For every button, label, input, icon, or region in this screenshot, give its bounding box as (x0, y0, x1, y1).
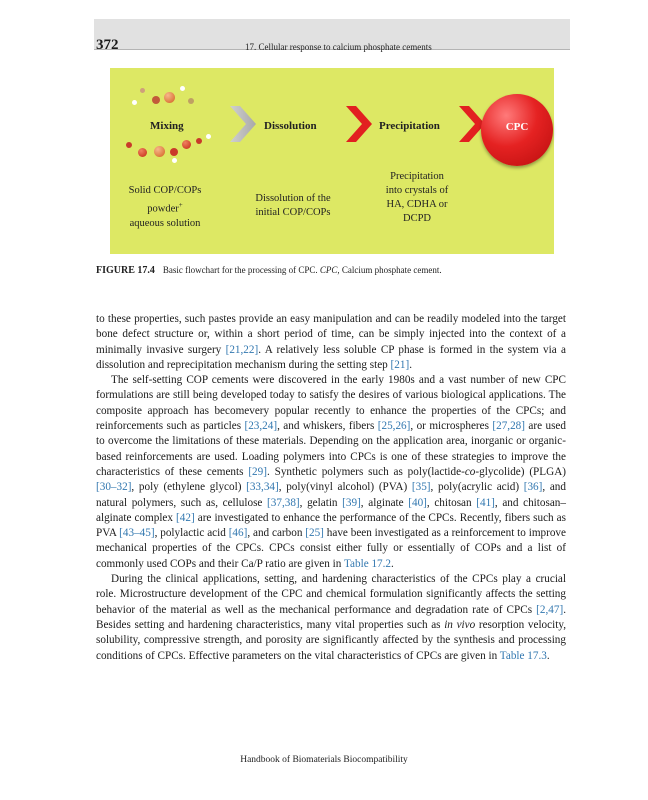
citation-link[interactable]: [2,47] (536, 603, 564, 616)
citation-link[interactable]: Table 17.3 (499, 649, 547, 662)
text-segment: , gelatin (299, 496, 343, 509)
cpc-label: CPC (505, 121, 529, 133)
page-number: 372 (96, 37, 119, 53)
citation-link[interactable]: [36] (523, 481, 543, 494)
citation-link[interactable]: [21,22] (225, 343, 259, 356)
caption-text: Basic flowchart for the processing of CPC. (162, 265, 320, 275)
citation-link[interactable]: [23,24] (244, 420, 278, 433)
body-text (96, 312, 566, 664)
chevron-mixing (230, 106, 256, 142)
caption-text-end: Calcium phosphate cement. (339, 265, 442, 275)
text-segment: are investigated to enhance the performance of the CPCs. Recently, fibers such as PVA (96, 511, 567, 540)
citation-link[interactable]: [41] (476, 496, 495, 509)
citation-link[interactable]: [39] (342, 496, 361, 509)
citation-link[interactable]: Table 17.2 (343, 557, 392, 570)
text-segment: , poly(acrylic acid) (430, 481, 524, 494)
step-label-dissolution: Dissolution (264, 120, 317, 132)
text-segment: resorption velocity, solubility, compressive strength, and porosity are significantly affected by the synthesis and processing conditions of CPCs. Effective parameters on the vital characteristics of CPCs are given in (96, 618, 566, 662)
text-segment: , and whiskers, fibers (277, 420, 378, 433)
caption-label: FIGURE 17.4 (96, 265, 155, 276)
text-segment: The self-setting COP cements were discovered in the early 1980s and a vast number of new CPC formulations are still being developed today to satisfy the desires of various biological applications. The composite approach has becomevery popular recently to enhance the properties of the CPCs; and reinforcements such as particles (96, 374, 566, 433)
text-segment: are used to overcome the limitations of these materials. Depending on the application area, inorganic or organic-based reinforcements are used. Loading polymers into CPCs is one of these strategies to improve the characteristics of these cements (96, 420, 566, 478)
text-segment: -glycolide) (PLGA) (475, 465, 566, 478)
paragraph (96, 572, 566, 664)
figure-caption (96, 265, 566, 276)
flowchart-figure (110, 68, 554, 254)
italic-text: in vivo (444, 618, 476, 631)
step-label-precipitation: Precipitation (379, 120, 440, 132)
step-description-precipitation: Precipitation into crystals of HA, CDHA or DCPD (385, 171, 449, 224)
text-segment: , and chitosan–alginate complex (96, 496, 566, 524)
text-segment: . Besides setting and hardening characteristics, many vital properties such as (96, 603, 566, 631)
text-segment: , and carbon (247, 527, 306, 540)
text-segment: have been investigated as a reinforcement to improve mechanical properties of the CPCs. CPCs consist either fully or essentially of COPs and a list of commonly used COPs and their Ca/P ratio are given in (96, 527, 566, 570)
citation-link[interactable]: [25,26] (377, 420, 411, 433)
citation-link[interactable]: [25] (305, 527, 324, 540)
text-segment: to these properties, such pastes provide an easy manipulation and can be readily modeled into the target bone defect structure or, within a short period of time, can be simply injected into the context of a minimally invasive surgery (96, 313, 566, 356)
footer-book-title: Handbook of Biomaterials Biocompatibility (240, 755, 408, 765)
citation-link[interactable]: [40] (408, 496, 427, 509)
citation-link[interactable]: [33,34] (246, 481, 279, 494)
step-description-dissolution: Dissolution of the initial COP/COPs (255, 193, 331, 218)
citation-link[interactable]: [21] (390, 358, 410, 371)
text-segment: , or microspheres (410, 420, 493, 433)
citation-link[interactable]: [42] (176, 511, 195, 524)
step-description-mixing: Solid COP/COPs powder+ aqueous solution (128, 185, 202, 229)
step-label-mixing: Mixing (150, 120, 184, 132)
text-segment: , poly (ethylene glycol) (131, 481, 247, 494)
running-title: 17. Cellular response to calcium phosphate cements (245, 42, 432, 52)
caption-italic: CPC, (319, 265, 340, 275)
text-segment: , poly(vinyl alcohol) (PVA) (278, 481, 412, 494)
citation-link[interactable]: [35] (411, 481, 431, 494)
text-segment: , and natural polymers, such as, cellulose (96, 481, 566, 509)
paragraph (96, 373, 566, 572)
chevron-dissolution (346, 106, 372, 142)
text-segment: . Synthetic polymers such as poly(lactide- (266, 465, 465, 478)
citation-link[interactable]: [43–45] (119, 527, 155, 540)
citation-link[interactable]: [37,38] (267, 496, 300, 509)
citation-link[interactable]: [27,28] (492, 420, 525, 433)
citation-link[interactable]: [46] (228, 527, 248, 540)
citation-link[interactable]: [30–32] (96, 481, 132, 494)
text-segment: , alginate (360, 496, 409, 509)
text-segment: . (391, 557, 394, 570)
citation-link[interactable]: [29] (248, 465, 267, 478)
text-segment: . (546, 649, 550, 662)
text-segment: . A relatively less soluble CP phase is formed in the system via a dissolution and reprecipitation mechanism during the setting step (96, 343, 566, 371)
text-segment: , polylactic acid (154, 527, 229, 540)
text-segment: During the clinical applications, setting, and hardening characteristics of the CPCs play a crucial role. Microstructure development of the CPC and chemical formulation significantly affects the setting behavior of the material as well as the mechanical performance and degradation rate of CPCs (96, 573, 566, 616)
italic-text: co (464, 465, 476, 478)
text-segment: , chitosan (426, 496, 477, 509)
cpc-result-circle (481, 94, 553, 166)
text-segment: . (409, 358, 412, 371)
paragraph (96, 312, 566, 373)
